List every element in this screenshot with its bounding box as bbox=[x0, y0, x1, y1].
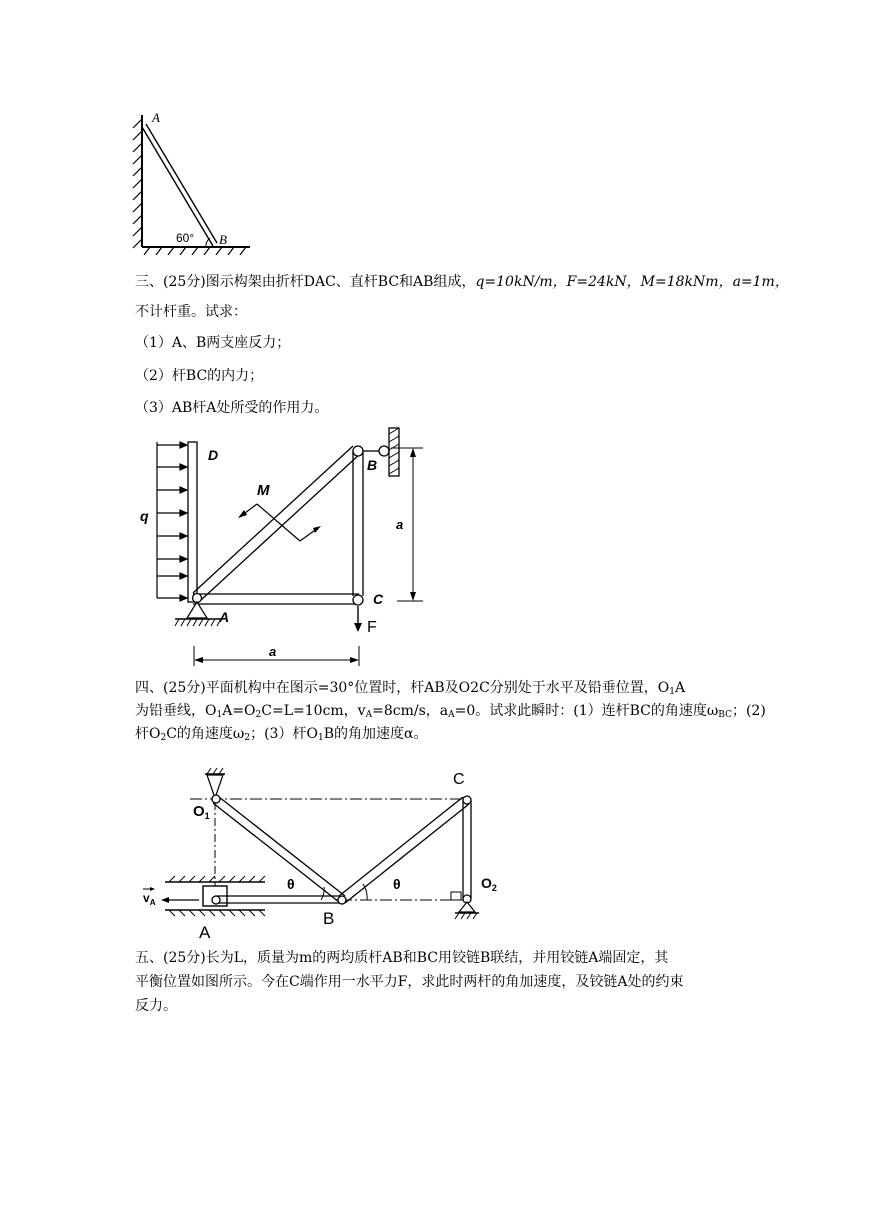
q4-line3: 杆$O_2C$的角速度$\omega_2$；(3）杆$O_1B$的角加速度α。 bbox=[135, 726, 428, 743]
fig2-label-d: D bbox=[208, 447, 219, 463]
fig1-angle: 60° bbox=[176, 231, 195, 245]
figure-mechanism bbox=[135, 762, 515, 942]
fig1-label-b: B bbox=[219, 232, 227, 247]
q4-line2: 为铅垂线，$O_1A=O_2C=L=10cm$，$v_A=8cm/s$，$a_A=0$。试求此瞬时：(1）连杆BC的角速度$\omega_{BC}$；(2) bbox=[135, 703, 766, 720]
q5-line1: 五、(25分)长为L，质量为m的两均质杆AB和BC用铰链B联结，并用铰链A端固定，其 bbox=[135, 950, 669, 966]
q3-line1: 三、(25分)图示构架由折杆DAC、直杆BC和AB组成，q=10kN/m，F=24kN，M=18kNm，a=1m， bbox=[135, 274, 789, 290]
fig3-label-theta2: θ bbox=[393, 876, 401, 892]
figure-frame bbox=[135, 420, 435, 670]
q4-line1: 四、(25分)平面机构中在图示=30°位置时，杆AB及O2C分别处于水平及铅垂位置，$O_1A$ bbox=[135, 680, 686, 697]
fig3-label-c: C bbox=[453, 771, 465, 788]
q3-item2: （2）杆BC的内力； bbox=[135, 368, 264, 384]
figure-rod-wall bbox=[120, 105, 260, 255]
fig3-label-va: $v_A$ bbox=[143, 891, 156, 907]
fig3-label-o2: $O_2$ bbox=[481, 875, 497, 893]
fig3-label-a: A bbox=[199, 923, 211, 942]
q3-item3: （3）AB杆A处所受的作用力。 bbox=[135, 400, 329, 416]
fig3-label-b: B bbox=[323, 909, 335, 928]
fig2-label-a: A bbox=[219, 609, 230, 625]
q3-params: q=10kN/m，F=24kN，M=18kNm，a=1m， bbox=[475, 274, 789, 290]
q5-line2: 平衡位置如图所示。今在C端作用一水平力F，求此时两杆的角加速度，及铰链A处的约束 bbox=[135, 974, 684, 990]
fig2-label-c: C bbox=[373, 591, 384, 607]
fig2-label-b: B bbox=[367, 457, 378, 473]
fig2-label-q: q bbox=[140, 508, 149, 524]
fig3-label-o1: $O_1$ bbox=[193, 803, 210, 821]
fig2-label-f: F bbox=[367, 619, 377, 636]
fig2-dim-a-vertical: a bbox=[396, 517, 404, 532]
fig2-dim-a-horizontal: a bbox=[269, 644, 277, 659]
fig2-label-m: M bbox=[257, 482, 270, 499]
q3-item1: （1）A、B两支座反力； bbox=[135, 335, 291, 351]
q5-line3: 反力。 bbox=[135, 998, 177, 1014]
q3-line2: 不计杆重。试求： bbox=[135, 304, 247, 320]
fig3-label-theta1: θ bbox=[287, 876, 295, 892]
fig1-label-a: A bbox=[152, 110, 160, 125]
